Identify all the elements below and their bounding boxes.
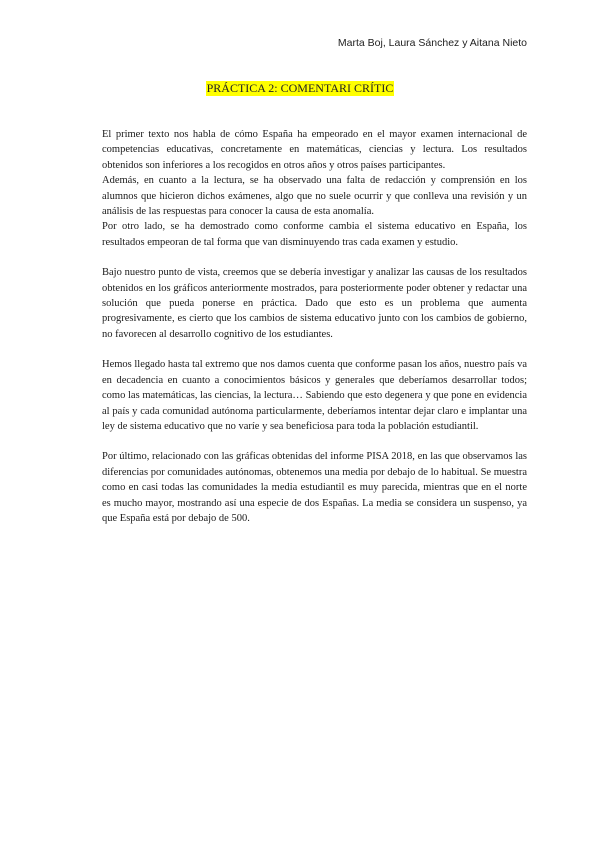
paragraph-3: Por otro lado, se ha demostrado como conforme cambia el sistema educativo en España, los resultados empeoran de tal forma que van disminuyendo tras cada examen y estudio. — [102, 221, 527, 248]
paragraph-6: Por último, relacionado con las gráficas obtenidas del informe PISA 2018, en las que observamos las diferencias por comunidades autónomas, obtenemos una media por debajo de lo habitual. Se muestra como en casi todas las comunidades la media estudiantil es muy parecida, mientras que en el norte es mucho mayor, mostrando así una especie de dos Españas. La media se considera un suspenso, ya que España está por debajo de 500. — [102, 451, 527, 524]
header-authors: Marta Boj, Laura Sánchez y Aitana Nieto — [337, 37, 527, 49]
paragraph-1: El primer texto nos habla de cómo España ha empeorado en el mayor examen internacional de competencias educativas, concretamente en matemáticas, ciencias y lectura. Los resultados obtenidos son inferiores a los recogidos en otros años y otros países participantes. — [102, 129, 527, 171]
paragraph-4: Bajo nuestro punto de vista, creemos que se debería investigar y analizar las causas de los resultados obtenidos en los gráficos anteriormente mostrados, para posteriormente poder obtener y redactar una solución que pueda ponerse en práctica. Dado que esto es un problema que aumenta progresivamente, es cierto que los cambios de sistema educativo junto con los cambios de gobierno, no favorecen al desarrollo cognitivo de los estudiantes. — [102, 267, 527, 340]
paragraph-5: Hemos llegado hasta tal extremo que nos damos cuenta que conforme pasan los años, nuestro país va en decadencia en cuanto a conocimientos básicos y generales que deberíamos desarrollar todos; como las matemáticas, las ciencias, la lectura… Sabiendo que esto degenera y que pone en evidencia al país y cada comunidad autónoma particularmente, deberíamos intentar dejar claro e implantar una ley de sistema educativo que no varíe y sea beneficiosa para toda la población estudiantil. — [102, 359, 527, 432]
title-container — [0, 79, 600, 97]
document-body — [102, 127, 527, 526]
paragraph-2: Además, en cuanto a la lectura, se ha observado una falta de redacción y comprensión en los alumnos que hicieron dichos exámenes, algo que no suele ocurrir y que conlleva una revisión y un análisis de las respuestas para conocer la causa de esta anomalía. — [102, 175, 527, 218]
document-title: PRÁCTICA 2: COMENTARI CRÍTIC — [206, 81, 394, 95]
